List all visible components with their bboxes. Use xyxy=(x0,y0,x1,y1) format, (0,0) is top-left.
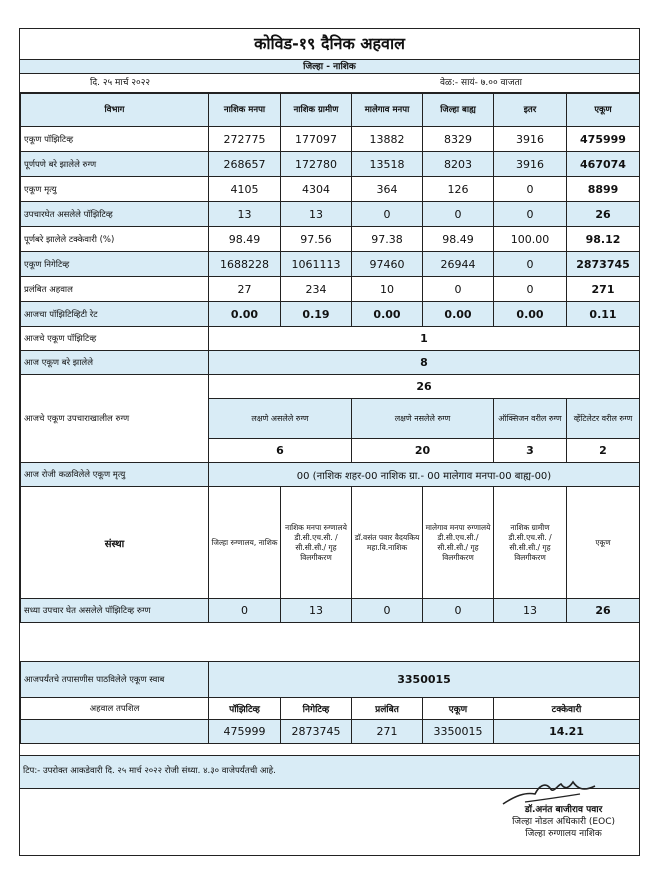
cell: 1061113 xyxy=(281,252,352,277)
signature-block xyxy=(512,804,615,840)
cell: 172780 xyxy=(281,152,352,177)
cell: 3350015 xyxy=(423,720,494,744)
total-cell: 0.11 xyxy=(567,302,640,327)
row-label: उपचारघेत असलेले पॉझिटिव्ह xyxy=(21,202,209,227)
cell: 2873745 xyxy=(281,720,352,744)
main-table-header xyxy=(21,94,640,127)
total-cell: 98.12 xyxy=(567,227,640,252)
today-deaths-row xyxy=(21,463,640,487)
cell: 97460 xyxy=(352,252,423,277)
cell: 0 xyxy=(209,599,281,623)
cell: 13 xyxy=(281,202,352,227)
row-label: एकूण निगेटिव्ह xyxy=(21,252,209,277)
table-row xyxy=(21,202,640,227)
cell: 97.56 xyxy=(281,227,352,252)
cell: 272775 xyxy=(209,127,281,152)
cell: 13 xyxy=(494,599,567,623)
signatory-office: जिल्हा रुग्णालय नाशिक xyxy=(525,829,602,839)
header-cell: एकूण xyxy=(423,698,494,720)
row-label: आजचे एकूण उपचाराखालील रुग्ण xyxy=(21,375,209,463)
header-cell: पॉझिटिव्ह xyxy=(209,698,281,720)
today-recovered-row xyxy=(21,351,640,375)
cell: 364 xyxy=(352,177,423,202)
swab-detail-header xyxy=(21,698,640,720)
total-cell: 26 xyxy=(567,202,640,227)
institution-header: डॉ.वसंत पवार वैदयकिय महा.वि.नाशिक xyxy=(352,487,423,599)
cell: 234 xyxy=(281,277,352,302)
total-cell: 2873745 xyxy=(567,252,640,277)
row-label: पूर्णबरे झालेले टक्केवारी (%) xyxy=(21,227,209,252)
cell: 0 xyxy=(494,277,567,302)
table-row xyxy=(21,127,640,152)
row-label: पूर्णपणे बरे झालेले रुग्ण xyxy=(21,152,209,177)
table-row xyxy=(21,277,640,302)
signatory-name: डॉ.अनंत बाजीराव पवार xyxy=(524,805,603,815)
header-cell: नाशिक मनपा xyxy=(209,94,281,127)
today-positive-value: 1 xyxy=(209,327,640,351)
today-positive-row xyxy=(21,327,640,351)
swab-table-block xyxy=(20,661,639,744)
total-cell: 26 xyxy=(567,599,640,623)
today-deaths-value: 00 (नाशिक शहर-00 नाशिक ग्रा.- 00 मालेगाव मनपा-00 बाह्य-00) xyxy=(209,463,640,487)
institution-header: जिल्हा रुग्णालय, नाशिक xyxy=(209,487,281,599)
breakdown-value: 6 xyxy=(209,439,352,463)
report-time: वेळ:- सायं- ७.०० वाजता xyxy=(440,78,522,88)
percentage-cell: 14.21 xyxy=(494,720,640,744)
row-label: आजचे एकूण पॉझिटिव्ह xyxy=(21,327,209,351)
cell: 0.00 xyxy=(423,302,494,327)
report-sheet xyxy=(19,28,640,856)
row-label: सध्या उपचार घेत असलेले पॉझिटिव्ह रुग्ण xyxy=(21,599,209,623)
breakdown-label: लक्षणे असलेले रुग्ण xyxy=(209,399,352,439)
cell: 97.38 xyxy=(352,227,423,252)
cell: 27 xyxy=(209,277,281,302)
header-cell: एकूण xyxy=(567,94,640,127)
header-cell: नाशिक ग्रामीण xyxy=(281,94,352,127)
header-cell: इतर xyxy=(494,94,567,127)
signatory-designation: जिल्हा नोडल अधिकारी (EOC) xyxy=(512,817,615,827)
cell: 26944 xyxy=(423,252,494,277)
cell: 177097 xyxy=(281,127,352,152)
swab-table xyxy=(20,661,640,744)
table-row xyxy=(21,227,640,252)
cell: 0 xyxy=(494,177,567,202)
row-label: प्रलंबित अहवाल xyxy=(21,277,209,302)
cell: 100.00 xyxy=(494,227,567,252)
row-label: आजपर्यंतचे तपासणीस पाठविलेले एकूण स्वाब xyxy=(21,662,209,698)
report-date: दि. २५ मार्च २०२२ xyxy=(90,78,151,88)
report-title: कोविड-१९ दैनिक अहवाल xyxy=(254,34,405,53)
footnote: टिप:- उपरोक्त आकडेवारी दि. २५ मार्च २०२२ रोजी संध्या. ४.३० वाजेपर्यंतची आहे. xyxy=(20,755,639,789)
institution-header: मालेगाव मनपा रुग्णालये डी.सी.एच.सी./ सी.सी.सी./ गृह विलगीकरण xyxy=(423,487,494,599)
cell: 271 xyxy=(352,720,423,744)
institution-header-row xyxy=(21,487,640,599)
cell: 0.00 xyxy=(209,302,281,327)
swab-total-row xyxy=(21,662,640,698)
swab-total-value: 3350015 xyxy=(209,662,640,698)
cell: 0.00 xyxy=(352,302,423,327)
cell: 0.00 xyxy=(494,302,567,327)
breakdown-label: व्हेंटिलेटर वरील रुग्ण xyxy=(567,399,640,439)
cell: 1688228 xyxy=(209,252,281,277)
total-cell: 8899 xyxy=(567,177,640,202)
cell: 0 xyxy=(494,252,567,277)
institution-header: नाशिक मनपा रुग्णालये डी.सी.एच.सी. / सी.सी.सी./ गृह विलगीकरण xyxy=(281,487,352,599)
institution-label: संस्था xyxy=(21,487,209,599)
cell: 13 xyxy=(209,202,281,227)
header-cell: विभाग xyxy=(21,94,209,127)
cell: 3916 xyxy=(494,152,567,177)
district-subtitle: जिल्हा - नाशिक xyxy=(20,59,639,74)
row-label: आज एकूण बरे झालेले xyxy=(21,351,209,375)
cell: 98.49 xyxy=(423,227,494,252)
empty-cell xyxy=(21,720,209,744)
cell: 8203 xyxy=(423,152,494,177)
under-treatment-total-row xyxy=(21,375,640,399)
header-cell: जिल्हा बाह्य xyxy=(423,94,494,127)
cell: 126 xyxy=(423,177,494,202)
total-cell: 475999 xyxy=(567,127,640,152)
cell: 0 xyxy=(352,202,423,227)
table-row xyxy=(21,302,640,327)
breakdown-label: लक्षणे नसलेले रुग्ण xyxy=(352,399,494,439)
cell: 0 xyxy=(423,277,494,302)
breakdown-value: 2 xyxy=(567,439,640,463)
today-recovered-value: 8 xyxy=(209,351,640,375)
cell: 0 xyxy=(423,599,494,623)
row-label: अहवाल तपशिल xyxy=(21,698,209,720)
cell: 13518 xyxy=(352,152,423,177)
main-table xyxy=(20,93,640,623)
cell: 0 xyxy=(494,202,567,227)
cell: 0.19 xyxy=(281,302,352,327)
cell: 13882 xyxy=(352,127,423,152)
table-row xyxy=(21,252,640,277)
total-cell: 467074 xyxy=(567,152,640,177)
cell: 0 xyxy=(423,202,494,227)
header-cell: मालेगाव मनपा xyxy=(352,94,423,127)
cell: 8329 xyxy=(423,127,494,152)
swab-detail-values xyxy=(21,720,640,744)
cell: 13 xyxy=(281,599,352,623)
cell: 3916 xyxy=(494,127,567,152)
under-treatment-total: 26 xyxy=(209,375,640,399)
main-table-block xyxy=(20,92,639,623)
cell: 268657 xyxy=(209,152,281,177)
breakdown-value: 3 xyxy=(494,439,567,463)
table-row xyxy=(21,152,640,177)
header-cell: निगेटिव्ह xyxy=(281,698,352,720)
row-label: एकूण पॉझिटिव्ह xyxy=(21,127,209,152)
table-row xyxy=(21,177,640,202)
institution-values-row xyxy=(21,599,640,623)
cell: 0 xyxy=(352,599,423,623)
header-cell: टक्केवारी xyxy=(494,698,640,720)
total-cell: 271 xyxy=(567,277,640,302)
cell: 4304 xyxy=(281,177,352,202)
institution-header: नाशिक ग्रामीण डी.सी.एच.सी. /सी.सी.सी./ गृह विलगीकरण xyxy=(494,487,567,599)
row-label: एकूण मृत्यु xyxy=(21,177,209,202)
cell: 10 xyxy=(352,277,423,302)
cell: 475999 xyxy=(209,720,281,744)
cell: 4105 xyxy=(209,177,281,202)
institution-header: एकूण xyxy=(567,487,640,599)
row-label: आजचा पॉझिटिव्हिटी रेट xyxy=(21,302,209,327)
cell: 98.49 xyxy=(209,227,281,252)
breakdown-value: 20 xyxy=(352,439,494,463)
breakdown-label: ऑक्सिजन वरील रुग्ण xyxy=(494,399,567,439)
header-cell: प्रलंबित xyxy=(352,698,423,720)
row-label: आज रोजी कळविलेले एकूण मृत्यु xyxy=(21,463,209,487)
